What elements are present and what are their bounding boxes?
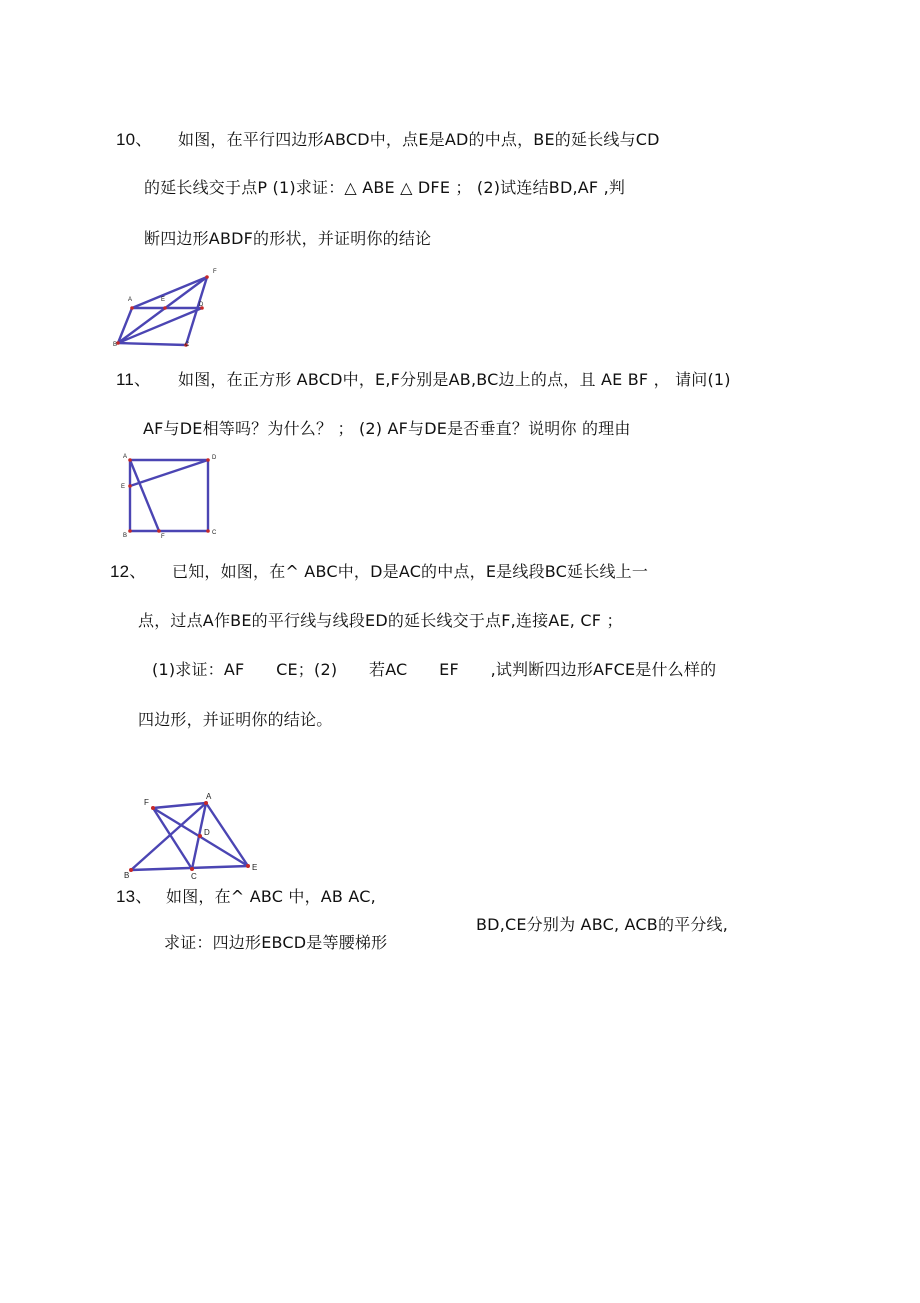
problem-12-line-3: (1)求证：AF CE；(2) 若AC EF ,试判断四边形AFCE是什么样的 (152, 660, 717, 679)
segment-ae (206, 803, 248, 866)
point-f (205, 275, 209, 279)
point-b (129, 868, 133, 872)
problem-10-number: 10、 (116, 130, 153, 149)
label-f: F (161, 534, 165, 540)
segment-fa (153, 803, 206, 808)
point-a (130, 306, 134, 310)
label-e: E (121, 484, 126, 490)
segment-fc (153, 808, 192, 869)
label-d: D (199, 302, 204, 308)
label-b: B (113, 342, 118, 348)
label-f: F (144, 798, 149, 807)
label-a: A (128, 297, 133, 303)
problem-12-number: 12、 (110, 562, 147, 581)
problem-11-number: 11、 (116, 370, 152, 389)
label-f: F (213, 269, 217, 275)
label-d: D (204, 828, 210, 837)
figure-quadrilateral-afce (120, 790, 265, 882)
problem-10-line-3: 断四边形ABDF的形状，并证明你的结论 (144, 229, 432, 248)
point-e (246, 864, 250, 868)
problem-13-number: 13、 (116, 887, 153, 906)
point-b (128, 529, 132, 533)
point-e (128, 484, 132, 488)
problem-13-line-1: 如图，在^ ABC 中，AB AC, (166, 887, 376, 906)
problem-10-line-2: 的延长线交于点P (1)求证：△ ABE △ DFE ； (2)试连结BD,AF ,判 (144, 178, 626, 197)
segment-af (130, 460, 159, 531)
figure-square-abcd (115, 450, 225, 542)
problem-12-line-2: 点，过点A作BE的平行线与线段ED的延长线交于点F,连接AE, CF ； (138, 611, 623, 630)
problem-10-line-1: 如图，在平行四边形ABCD中，点E是AD的中点，BE的延长线与CD (178, 130, 660, 149)
label-e: E (252, 863, 258, 872)
label-b: B (123, 533, 128, 539)
point-d (198, 834, 202, 838)
label-c: C (191, 872, 197, 881)
problem-12-line-1: 已知，如图，在^ ABC中，D是AC的中点，E是线段BC延长线上一 (172, 562, 649, 581)
point-f (157, 529, 161, 533)
label-d: D (212, 455, 217, 461)
problem-13-line-3: 求证：四边形EBCD是等腰梯形 (164, 933, 388, 952)
label-b: B (124, 871, 130, 880)
label-e: E (161, 297, 166, 303)
label-c: C (212, 530, 217, 536)
point-a (128, 458, 132, 462)
problem-11-line-2: AF与DE相等吗？为什么？ ； (2) AF与DE是否垂直？说明你 的理由 (143, 419, 631, 438)
point-a (204, 801, 208, 805)
point-e (163, 306, 167, 310)
label-a: A (123, 454, 128, 460)
segment-bc (118, 343, 186, 345)
point-c (190, 867, 194, 871)
label-c: C (185, 342, 190, 348)
point-c (206, 529, 210, 533)
point-f (151, 806, 155, 810)
figure-parallelogram-abdf (110, 264, 225, 352)
problem-11-line-1: 如图，在正方形 ABCD中，E,F分别是AB,BC边上的点，且 AE BF ， 请问(1) (178, 370, 731, 389)
label-a: A (206, 792, 212, 801)
point-d (206, 458, 210, 462)
problem-13-line-2: BD,CE分别为 ABC, ACB的平分线, (476, 915, 729, 934)
problem-12-line-4: 四边形，并证明你的结论。 (138, 710, 333, 729)
segment-de (130, 460, 208, 486)
